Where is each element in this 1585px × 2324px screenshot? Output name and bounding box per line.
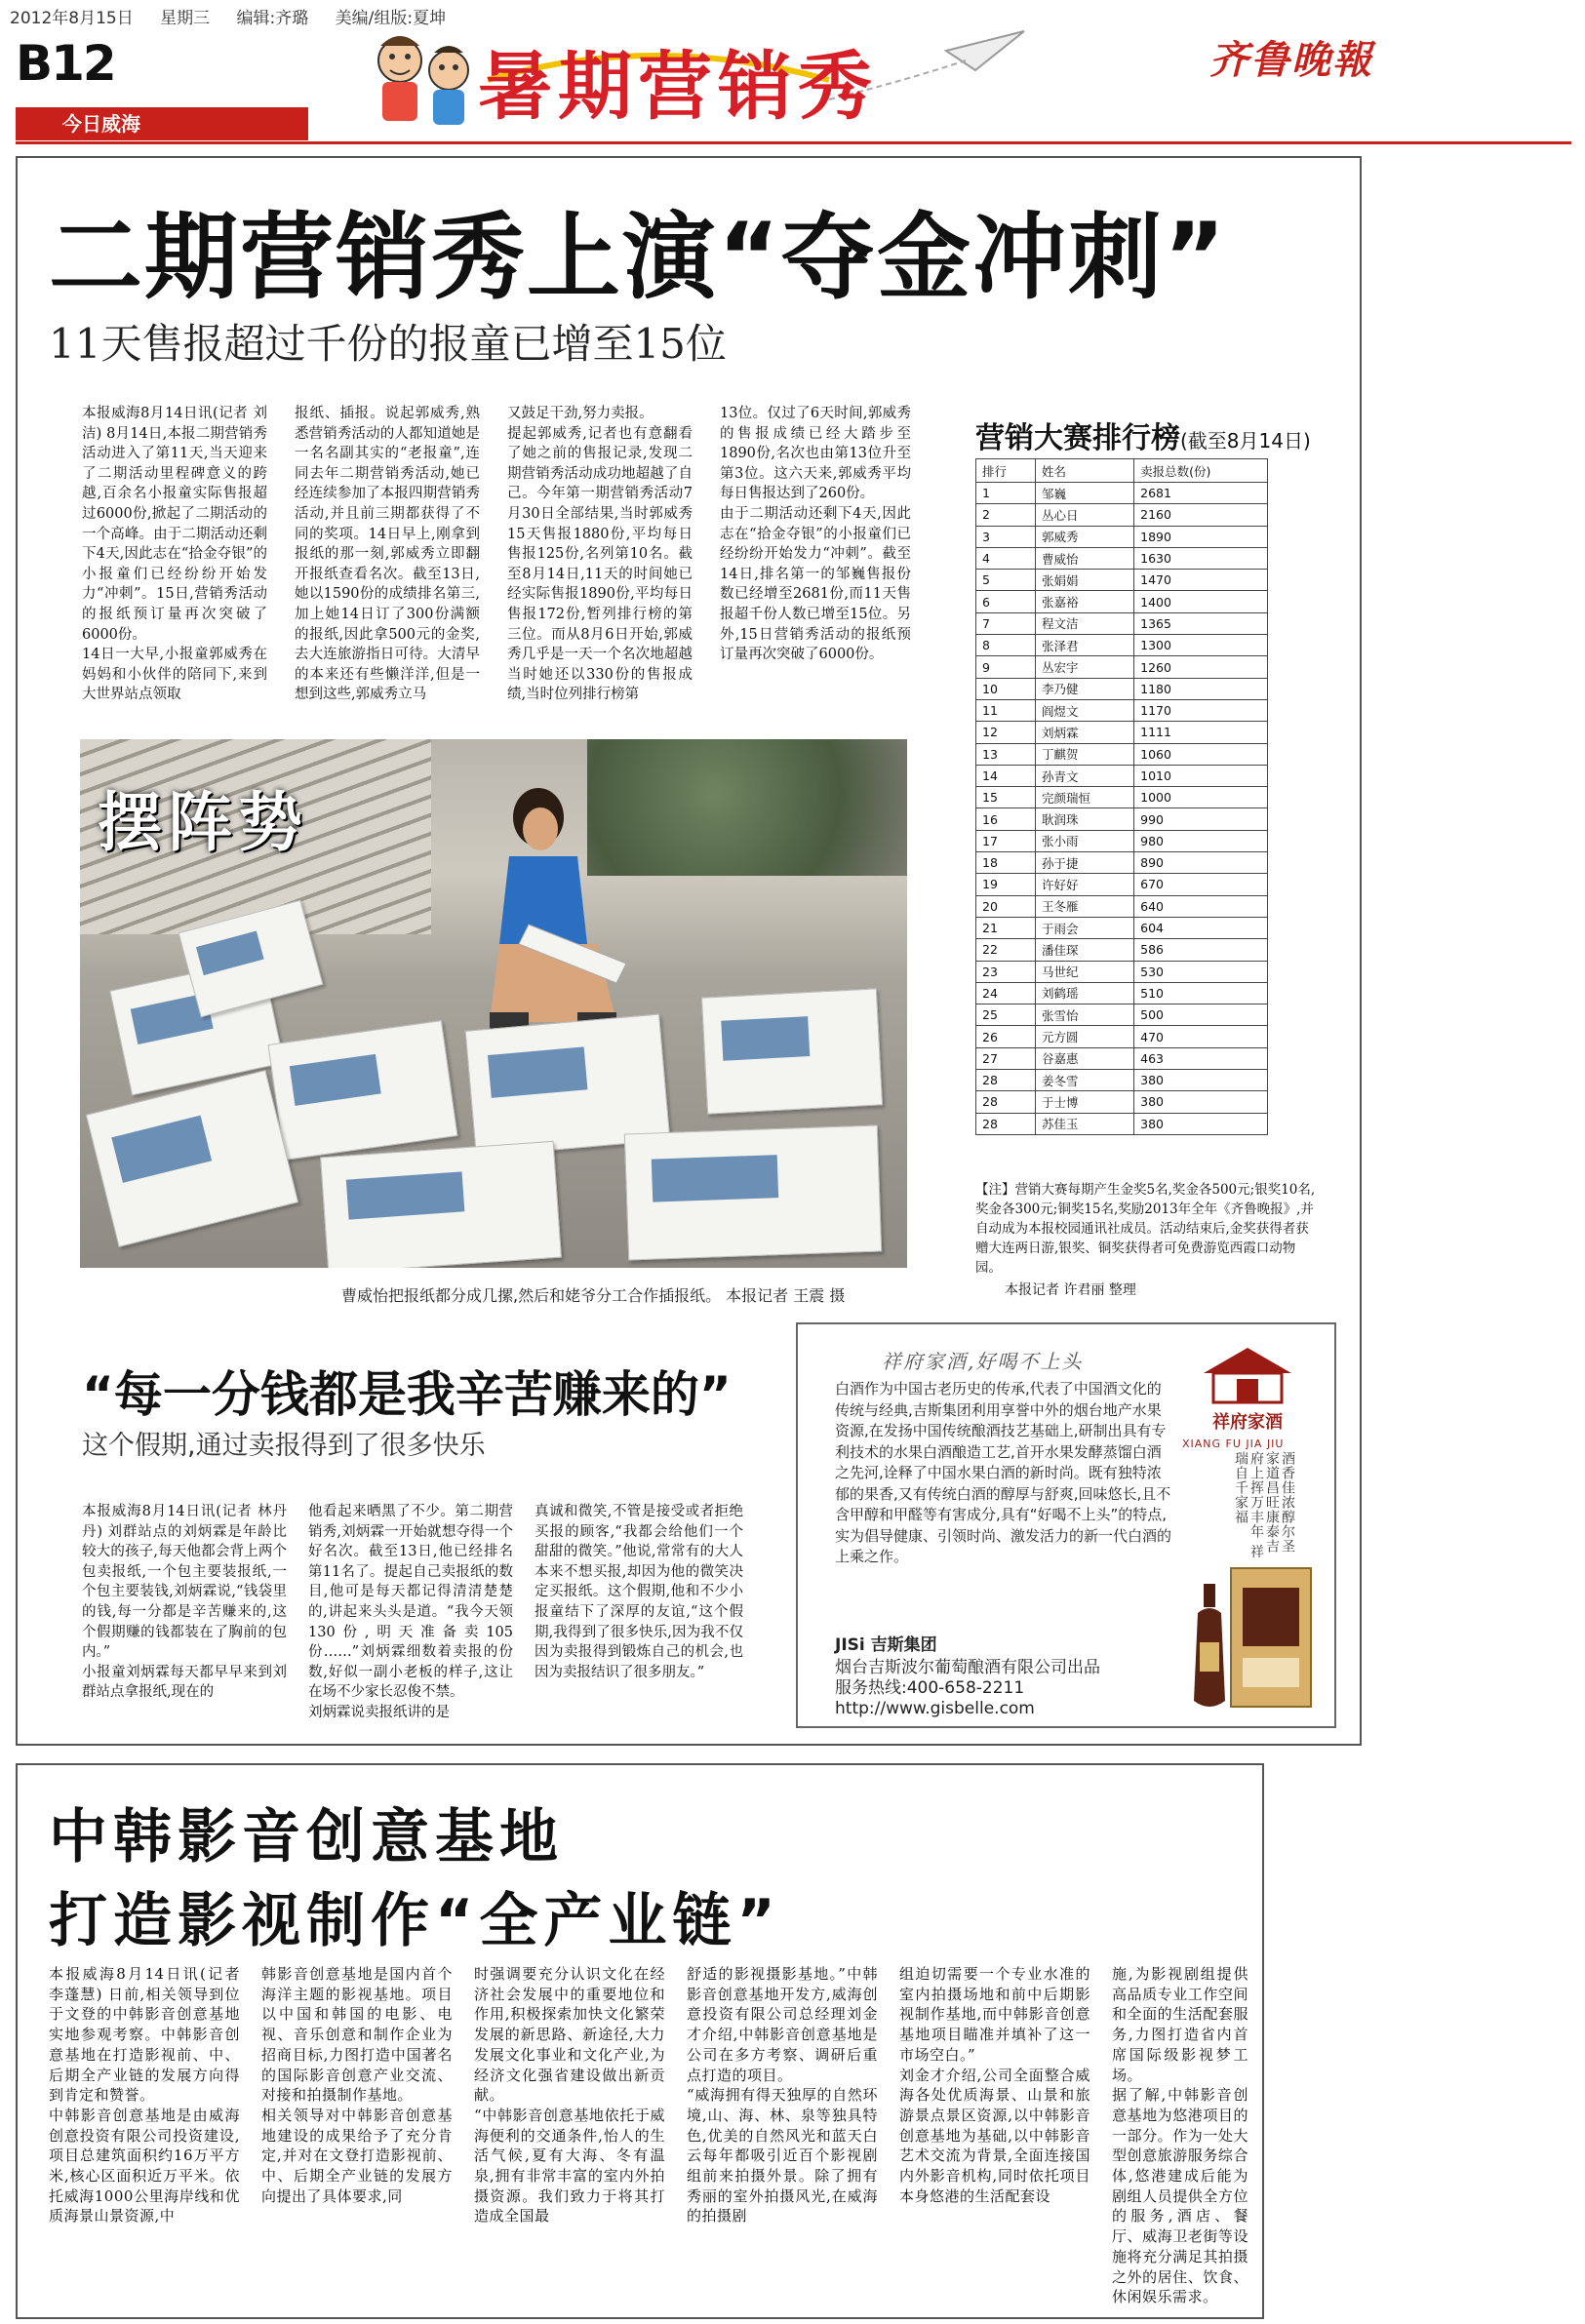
name-cell: 张嘉裕 [1036,591,1134,612]
name-cell: 李乃健 [1036,678,1134,699]
count-cell: 990 [1134,808,1268,830]
photo-caption: 曹威怡把报纸都分成几摞,然后和姥爷分工合作插报纸。 本报记者 王震 摄 [341,1286,846,1305]
ad-url[interactable]: http://www.gisbelle.com [835,1699,1035,1718]
article-column: 时强调要充分认识文化在经济社会发展中的重要地位和作用,积极探索加快文化繁荣发展的新思路、新途径,大力发展文化事业和文化产业,为经济文化强省建设做出新贡献。 “中韩影音创意基地依托于威海便利的交通条件,怡人的生活气候,夏有大海、冬有温泉,拥有非常丰富的室内外拍摄资源。我们致力于将其打造成全国最 [474,1965,665,2226]
name-cell: 马世纪 [1036,961,1134,982]
rank-cell: 7 [976,612,1036,634]
count-cell: 470 [1134,1026,1268,1047]
name-cell: 姜冬雪 [1036,1070,1134,1091]
rank-cell: 23 [976,961,1036,982]
newspaper-logo: 齐鲁晚報 [1209,37,1373,83]
ranking-row [976,961,1268,982]
liquor-bottle-image [1190,1584,1229,1713]
ranking-credit: 本报记者 许君丽 整理 [1005,1282,1136,1298]
name-cell: 丛宏宇 [1036,656,1134,678]
ranking-row [976,570,1268,591]
ranking-row [976,722,1268,743]
rank-cell: 28 [976,1070,1036,1091]
rank-cell: 25 [976,1004,1036,1026]
rank-cell: 1 [976,483,1036,504]
story-subhead: 11天售报超过千份的报童已增至15位 [49,320,727,368]
article-column: 组迫切需要一个专业水准的室内拍摄场地和前中后期影视制作基地,而中韩影音创意基地项目瞄准并填补了这一市场空白。” 刘金才介绍,公司全面整合威海各处优质海景、山景和旅游景点景区资源,以中韩影音创意基地为基础,以中韩影音艺术交流为背景,全面连接国内外影音机构,同时依托项目本身悠港的生活配套设 [899,1965,1090,2205]
ranking-row [976,591,1268,612]
rank-cell: 9 [976,656,1036,678]
article-column: 他看起来晒黑了不少。第二期营销秀,刘炳霖一开始就想夺得一个好名次。截至13日,他已经排名第11名了。提起自己卖报纸的数目,他可是每天都记得清清楚楚的,讲起来头头是道。“我今天领130份,明天准备卖105份……”刘炳霖细数着卖报的份数,好似一副小老板的样子,这让在场不少家长忍俊不禁。 刘炳霖说卖报纸讲的是 [308,1504,513,1720]
count-cell: 530 [1134,961,1268,982]
name-cell: 丛心日 [1036,504,1134,526]
count-cell: 980 [1134,830,1268,851]
name-cell: 完颜瑞恒 [1036,787,1134,808]
ad-phone: 服务热线:400-658-2211 [835,1678,1025,1698]
ranking-title-text: 营销大赛排行榜 [975,421,1180,455]
count-cell: 1000 [1134,787,1268,808]
name-cell: 刘炳霖 [1036,722,1134,743]
ad-contact [835,1658,1100,1719]
ad-brand-pinyin: XIANG FU JIA JIU [1182,1438,1285,1450]
banner-title: 暑期营销秀 [478,43,878,130]
name-cell: 许好好 [1036,874,1134,895]
rank-cell: 5 [976,570,1036,591]
ranking-table [975,458,1268,1135]
story-headline: 二期营销秀上演“夺金冲刺” [49,203,1228,312]
ranking-note: 【注】营销大赛每期产生金奖5名,奖金各500元;银奖10名,奖金各300元;铜奖15名,奖励2013年全年《齐鲁晚报》,并自动成为本报校园通讯社成员。活动结束后,金奖获得者获赠大连两日游,银奖、铜奖获得者可免费游览西霞口动物园。 [975,1182,1316,1276]
ranking-row [976,1070,1268,1091]
ranking-header-name: 姓名 [1036,459,1134,483]
ad-corp-logo: JISi 吉斯集团 [835,1635,937,1655]
article-column: 韩影音创意基地是国内首个海洋主题的影视基地。项目以中国和韩国的电影、电视、音乐创意和制作企业为招商目标,力图打造中国著名的国际影音创意产业交流、对接和拍摄制作基地。 相关领导对中韩影音创意基地建设的成果给予了充分肯定,并对在文登打造影视前、中、后期全产业链的发展方向提出了具体要求,同 [261,1965,453,2205]
name-cell: 张小雨 [1036,830,1134,851]
count-cell: 1180 [1134,678,1268,699]
count-cell: 1260 [1134,656,1268,678]
rank-cell: 20 [976,895,1036,917]
editor-credit: 编辑:齐璐 [236,9,309,28]
count-cell: 380 [1134,1113,1268,1134]
photo-title: 摆阵势 [98,785,308,860]
ranking-row [976,612,1268,634]
count-cell: 500 [1134,1004,1268,1026]
rank-cell: 12 [976,722,1036,743]
ranking-row [976,526,1268,547]
ranking-row [976,787,1268,808]
rank-cell: 3 [976,526,1036,547]
count-cell: 1470 [1134,570,1268,591]
story2-headline-line1: 中韩影音创意基地 [49,1803,564,1871]
name-cell: 郭威秀 [1036,526,1134,547]
count-cell: 463 [1134,1047,1268,1069]
ranking-row [976,504,1268,526]
rank-cell: 11 [976,699,1036,721]
article-column: 13位。仅过了6天时间,郭威秀的售报成绩已经大踏步至1890份,名次也由第13位升至第3位。这六天来,郭威秀平均每日售报达到了260份。 由于二期活动还剩下4天,因此志在“拾金夺银”的小报童们已经纷纷开始发力“冲刺”。截至14日,排名第一的邹巍售报份数已经增至2681份,而11天售报超千份人数已增至15位。另外,15日营销秀活动的报纸预订量再次突破了6000份。 [720,406,911,663]
name-cell: 曹威怡 [1036,547,1134,569]
rank-cell: 28 [976,1091,1036,1113]
ranking-row [976,852,1268,874]
rank-cell: 24 [976,982,1036,1004]
count-cell: 586 [1134,939,1268,961]
ranking-row [976,743,1268,765]
count-cell: 2160 [1134,504,1268,526]
rank-cell: 10 [976,678,1036,699]
name-cell: 谷嘉惠 [1036,1047,1134,1069]
ranking-row [976,874,1268,895]
article-column: 又鼓足干劲,努力卖报。 提起郭威秀,记者也有意翻看了她之前的售报记录,发现二期营销秀活动成功地超越了自己。今年第一期营销秀活动7月30日全部结果,当时郭威秀15天售报1880份,平均每日售报125份,名列第10名。截至8月14日,11天的时间她已经实际售报1890份,平均每日售报172份,暂列排行榜的第三位。而从8月6日开始,郭威秀几乎是一天一个名次地超越当时她还以330份的售报成绩,当时位列排行榜第 [507,406,693,703]
page-number: B12 [16,35,115,92]
ranking-row [976,830,1268,851]
count-cell: 380 [1134,1091,1268,1113]
ranking-title [975,414,1311,456]
ranking-row [976,635,1268,656]
article-column: 真诚和微笑,不管是接受或者拒绝买报的顾客,“我都会给他们一个甜甜的微笑。”他说,常常有的大人本来不想买报,却因为他的微笑决定买报纸。这个假期,他和不少小报童结下了深厚的友谊,“这个假期,我得到了很多快乐,因为我不仅因为卖报得到锻炼自己的机会,也因为卖报结识了很多朋友。” [535,1504,743,1680]
count-cell: 1365 [1134,612,1268,634]
rank-cell: 16 [976,808,1036,830]
rank-cell: 18 [976,852,1036,874]
count-cell: 890 [1134,852,1268,874]
rank-cell: 13 [976,743,1036,765]
ranking-row [976,1004,1268,1026]
gift-box-image [1227,1564,1315,1711]
ranking-header-count: 卖报总数(份) [1134,459,1268,483]
count-cell: 670 [1134,874,1268,895]
article-column: 舒适的影视摄影基地。”中韩影音创意基地开发方,威海创意投资有限公司总经理刘金才介绍,中韩影音创意基地是公司在多方考察、调研后重点打造的项目。 “威海拥有得天独厚的自然环境,山、海、林、泉等独具特色,优美的自然风光和蓝天白云每年都吸引近百个影视剧组前来拍摄外景。除了拥有秀丽的室外拍摄风光,在威海的拍摄剧 [687,1965,878,2226]
count-cell: 640 [1134,895,1268,917]
count-cell: 604 [1134,917,1268,938]
name-cell: 于雨会 [1036,917,1134,938]
ranking-row [976,765,1268,786]
ranking-title-note: (截至8月14日) [1180,429,1311,453]
count-cell: 1170 [1134,699,1268,721]
ad-company: 烟台吉斯波尔葡萄酿酒有限公司出品 [835,1658,1100,1677]
ranking-row [976,1091,1268,1113]
count-cell: 1890 [1134,526,1268,547]
name-cell: 张娟娟 [1036,570,1134,591]
article-column: 本报威海8月14日讯(记者 刘洁) 8月14日,本报二期营销秀活动进入了第11天,当天迎来了二期活动里程碑意义的跨越,百余名小报童实际售报超过6000份,掀起了二期活动的一个高峰。由于二期活动还剩下4天,因此志在“拾金夺银”的小报童们已经纷纷开始发力“冲刺”。15日,营销秀活动的报纸预订量再次突破了6000份。 14日一大早,小报童郭威秀在妈妈和小伙伴的陪同下,来到大世界站点领取 [82,406,267,703]
ranking-row [976,1113,1268,1134]
name-cell: 元方圆 [1036,1026,1134,1047]
ranking-row [976,699,1268,721]
ranking-row [976,547,1268,569]
rank-cell: 21 [976,917,1036,938]
name-cell: 程文洁 [1036,612,1134,634]
rank-cell: 28 [976,1113,1036,1134]
rank-cell: 17 [976,830,1036,851]
ranking-row [976,808,1268,830]
name-cell: 耿润珠 [1036,808,1134,830]
name-cell: 张泽君 [1036,635,1134,656]
name-cell: 丁麒贺 [1036,743,1134,765]
story2-headline-line2: 打造影视制作“全产业链” [49,1887,781,1955]
ranking-row [976,895,1268,917]
count-cell: 380 [1134,1070,1268,1091]
sub-story-subhead: 这个假期,通过卖报得到了很多快乐 [82,1431,486,1461]
name-cell: 潘佳琛 [1036,939,1134,961]
rank-cell: 8 [976,635,1036,656]
count-cell: 1010 [1134,765,1268,786]
article-column: 本报威海8月14日讯(记者 李蓬慧) 日前,相关领导到位于文登的中韩影音创意基地实地参观考察。中韩影音创意基地在打造影视前、中、后期全产业链的发展方向得到肯定和赞誉。 中韩影音创意基地是由威海创意投资有限公司投资建设,项目总建筑面积约16万平方米,核心区面积近万平米。依托威海1000公里海岸线和优质海景山景资源,中 [49,1965,240,2226]
name-cell: 于士博 [1036,1091,1134,1113]
ranking-row [976,1047,1268,1069]
name-cell: 孙青文 [1036,765,1134,786]
top-rule [16,141,1571,144]
name-cell: 刘鹤瑶 [1036,982,1134,1004]
issue-date: 2012年8月15日 [10,9,134,28]
ranking-header-rank: 排行 [976,459,1036,483]
section-label: 今日威海 [16,107,308,140]
ad-slogan: 祥府家酒,好喝不上头 [882,1350,1084,1373]
count-cell: 1300 [1134,635,1268,656]
ranking-row [976,1026,1268,1047]
ad-logo-icon [1194,1344,1301,1438]
article-column: 本报威海8月14日讯(记者 林丹丹) 刘群站点的刘炳霖是年龄比较大的孩子,每天他都会背上两个包卖报纸,一个包主要装报纸,一个包主要装钱,刘炳霖说,“钱袋里的钱,每一分都是辛苦赚来的,这个假期赚的钱都装在了胸前的包内。” 小报童刘炳霖每天都早早来到刘群站点拿报纸,现在的 [82,1504,287,1701]
article-column: 施,为影视剧组提供高品质专业工作空间和全面的生活配套服务,力图打造省内首席国际级影视梦工场。 据了解,中韩影音创意基地为悠港项目的一部分。作为一处大型创意旅游服务综合体,悠港建成后能为剧组人员提供全方位的服务,酒店、餐厅、威海卫老街等设施将充分满足其拍摄之外的居住、饮食、休闲娱乐需求。 [1112,1965,1248,2306]
rank-cell: 2 [976,504,1036,526]
ranking-header-row [976,459,1268,483]
ranking-row [976,982,1268,1004]
rank-cell: 27 [976,1047,1036,1069]
count-cell: 1060 [1134,743,1268,765]
name-cell: 阎煜文 [1036,699,1134,721]
ad-body: 白酒作为中国古老历史的传承,代表了中国酒文化的传统与经典,吉斯集团利用享誉中外的烟台地产水果资源,在发扬中国传统酿酒技艺基础上,研制出具有专利技术的水果白酒酿造工艺,首开水果发酵蒸馏白酒之先河,诠释了中国水果白酒的新时尚。既有独特浓郁的果香,又有传统白酒的醇厚与舒爽,回味悠长,且不含甲醇和甲醛等有害成分,具有“好喝不上头”的特点,实为倡导健康、引领时尚、激发活力的新一代白酒的上乘之作。 [835,1380,1172,1565]
name-cell: 孙于捷 [1036,852,1134,874]
rank-cell: 14 [976,765,1036,786]
ranking-row [976,917,1268,938]
count-cell: 1111 [1134,722,1268,743]
article-column: 报纸、插报。说起郭威秀,熟悉营销秀活动的人都知道她是一名名副其实的“老报童”,连同去年二期营销秀活动,她已经连续参加了本报四期营销秀活动,并且前三期都获得了不同的奖项。14日早上,刚拿到报纸的那一刻,郭威秀立即翻开报纸查看名次。截至13日,她以1590份的成绩排名第三,加上她14日订了300份满额的报纸,因此拿500元的金奖,去大连旅游指日可待。大清早的本来还有些懒洋洋,但是一想到这些,郭威秀立马 [295,406,480,703]
rank-cell: 19 [976,874,1036,895]
count-cell: 510 [1134,982,1268,1004]
count-cell: 2681 [1134,483,1268,504]
sub-story-headline: “每一分钱都是我辛苦赚来的” [82,1366,732,1423]
designer-credit: 美编/组版:夏坤 [335,9,447,28]
name-cell: 苏佳玉 [1036,1113,1134,1134]
name-cell: 邹巍 [1036,483,1134,504]
ad-logo-text: 祥府家酒 [1212,1412,1283,1433]
rank-cell: 22 [976,939,1036,961]
ranking-row [976,678,1268,699]
ranking-row [976,656,1268,678]
ranking-row [976,939,1268,961]
issue-weekday: 星期三 [160,9,211,28]
count-cell: 1630 [1134,547,1268,569]
name-cell: 王冬雁 [1036,895,1134,917]
rank-cell: 15 [976,787,1036,808]
rank-cell: 4 [976,547,1036,569]
rank-cell: 6 [976,591,1036,612]
rank-cell: 26 [976,1026,1036,1047]
count-cell: 1400 [1134,591,1268,612]
ranking-row [976,483,1268,504]
name-cell: 张雪怡 [1036,1004,1134,1026]
ad-poem: 酒香佳浓醇尔圣 家道昌旺康泰吉 府上挥万丰年 祥瑞自千家福 [1233,1451,1295,1559]
